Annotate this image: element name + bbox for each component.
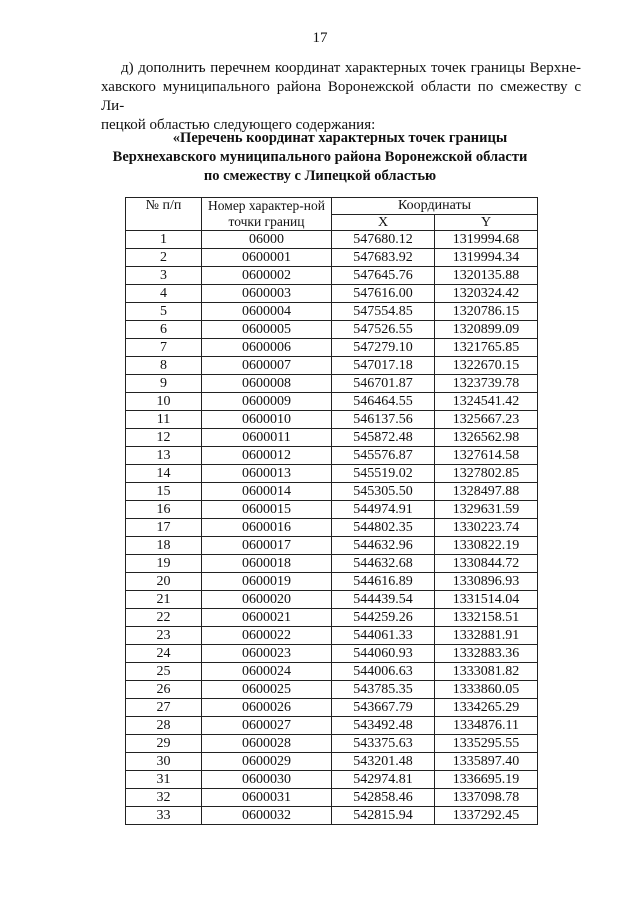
point-number-cell: 0600010: [202, 411, 332, 429]
x-coordinate-cell: 543667.79: [332, 699, 435, 717]
table-row: [126, 249, 538, 267]
table-row: [126, 375, 538, 393]
y-coordinate-cell: 1330822.19: [435, 537, 538, 555]
y-coordinate-cell: 1327802.85: [435, 465, 538, 483]
point-number-cell: 0600013: [202, 465, 332, 483]
row-number-cell: 20: [126, 573, 202, 591]
row-number-cell: 8: [126, 357, 202, 375]
y-coordinate-cell: 1330223.74: [435, 519, 538, 537]
point-number-cell: 0600026: [202, 699, 332, 717]
row-number-cell: 18: [126, 537, 202, 555]
x-coordinate-cell: 543785.35: [332, 681, 435, 699]
point-number-cell: 0600025: [202, 681, 332, 699]
y-coordinate-cell: 1326562.98: [435, 429, 538, 447]
x-coordinate-cell: 546701.87: [332, 375, 435, 393]
table-row: [126, 501, 538, 519]
header-y: Y: [435, 215, 538, 231]
table-row: [126, 609, 538, 627]
y-coordinate-cell: 1324541.42: [435, 393, 538, 411]
x-coordinate-cell: 544802.35: [332, 519, 435, 537]
row-number-cell: 13: [126, 447, 202, 465]
y-coordinate-cell: 1320324.42: [435, 285, 538, 303]
x-coordinate-cell: 544259.26: [332, 609, 435, 627]
table-row: [126, 483, 538, 501]
x-coordinate-cell: 545872.48: [332, 429, 435, 447]
point-number-cell: 0600024: [202, 663, 332, 681]
row-number-cell: 6: [126, 321, 202, 339]
table-row: [126, 591, 538, 609]
row-number-cell: 25: [126, 663, 202, 681]
table-row: [126, 681, 538, 699]
row-number-cell: 4: [126, 285, 202, 303]
row-number-cell: 19: [126, 555, 202, 573]
row-number-cell: 9: [126, 375, 202, 393]
table-row: [126, 231, 538, 249]
row-number-cell: 24: [126, 645, 202, 663]
x-coordinate-cell: 547680.12: [332, 231, 435, 249]
point-number-cell: 0600014: [202, 483, 332, 501]
row-number-cell: 17: [126, 519, 202, 537]
x-coordinate-cell: 547645.76: [332, 267, 435, 285]
row-number-cell: 21: [126, 591, 202, 609]
point-number-cell: 0600005: [202, 321, 332, 339]
header-number: № п/п: [126, 198, 202, 231]
point-number-cell: 0600008: [202, 375, 332, 393]
x-coordinate-cell: 547526.55: [332, 321, 435, 339]
y-coordinate-cell: 1336695.19: [435, 771, 538, 789]
x-coordinate-cell: 544439.54: [332, 591, 435, 609]
table-row: [126, 303, 538, 321]
point-number-cell: 0600007: [202, 357, 332, 375]
y-coordinate-cell: 1335897.40: [435, 753, 538, 771]
x-coordinate-cell: 543201.48: [332, 753, 435, 771]
point-number-cell: 0600028: [202, 735, 332, 753]
y-coordinate-cell: 1331514.04: [435, 591, 538, 609]
table-row: [126, 645, 538, 663]
point-number-cell: 0600023: [202, 645, 332, 663]
x-coordinate-cell: 545576.87: [332, 447, 435, 465]
header-x: X: [332, 215, 435, 231]
y-coordinate-cell: 1320135.88: [435, 267, 538, 285]
point-number-cell: 0600015: [202, 501, 332, 519]
point-number-cell: 0600021: [202, 609, 332, 627]
point-number-cell: 0600001: [202, 249, 332, 267]
point-number-cell: 0600012: [202, 447, 332, 465]
y-coordinate-cell: 1320786.15: [435, 303, 538, 321]
table-row: [126, 789, 538, 807]
table-row: [126, 285, 538, 303]
coordinates-table: [125, 197, 538, 825]
row-number-cell: 33: [126, 807, 202, 825]
x-coordinate-cell: 547279.10: [332, 339, 435, 357]
intro-paragraph: [101, 59, 581, 135]
row-number-cell: 27: [126, 699, 202, 717]
table-row: [126, 771, 538, 789]
point-number-cell: 0600003: [202, 285, 332, 303]
intro-line-1: д) дополнить перечнем координат характерных точек границы Верхне-: [121, 60, 581, 76]
point-number-cell: 0600020: [202, 591, 332, 609]
row-number-cell: 22: [126, 609, 202, 627]
x-coordinate-cell: 547017.18: [332, 357, 435, 375]
y-coordinate-cell: 1332883.36: [435, 645, 538, 663]
x-coordinate-cell: 544006.63: [332, 663, 435, 681]
table-row: [126, 735, 538, 753]
x-coordinate-cell: 542858.46: [332, 789, 435, 807]
table-row: [126, 339, 538, 357]
row-number-cell: 23: [126, 627, 202, 645]
x-coordinate-cell: 545519.02: [332, 465, 435, 483]
table-row: [126, 429, 538, 447]
x-coordinate-cell: 544061.33: [332, 627, 435, 645]
point-number-cell: 0600022: [202, 627, 332, 645]
row-number-cell: 7: [126, 339, 202, 357]
point-number-cell: 0600027: [202, 717, 332, 735]
y-coordinate-cell: 1337098.78: [435, 789, 538, 807]
row-number-cell: 16: [126, 501, 202, 519]
y-coordinate-cell: 1334876.11: [435, 717, 538, 735]
row-number-cell: 15: [126, 483, 202, 501]
y-coordinate-cell: 1327614.58: [435, 447, 538, 465]
table-row: [126, 537, 538, 555]
table-row: [126, 267, 538, 285]
x-coordinate-cell: 547616.00: [332, 285, 435, 303]
point-number-cell: 0600016: [202, 519, 332, 537]
table-row: [126, 753, 538, 771]
x-coordinate-cell: 547683.92: [332, 249, 435, 267]
table-row: [126, 663, 538, 681]
table-heading: [0, 129, 640, 186]
y-coordinate-cell: 1323739.78: [435, 375, 538, 393]
row-number-cell: 12: [126, 429, 202, 447]
x-coordinate-cell: 545305.50: [332, 483, 435, 501]
y-coordinate-cell: 1330844.72: [435, 555, 538, 573]
point-number-cell: 0600004: [202, 303, 332, 321]
row-number-cell: 28: [126, 717, 202, 735]
y-coordinate-cell: 1320899.09: [435, 321, 538, 339]
heading-line-3: по смежеству с Липецкой областью: [203, 168, 437, 184]
intro-line-2: хавского муниципального района Воронежской области по смежеству с Ли-: [101, 79, 581, 114]
point-number-cell: 0600002: [202, 267, 332, 285]
row-number-cell: 1: [126, 231, 202, 249]
point-number-cell: 0600032: [202, 807, 332, 825]
table-body: [126, 231, 538, 825]
row-number-cell: 32: [126, 789, 202, 807]
point-number-cell: 06000: [202, 231, 332, 249]
table-row: [126, 321, 538, 339]
x-coordinate-cell: 542974.81: [332, 771, 435, 789]
y-coordinate-cell: 1321765.85: [435, 339, 538, 357]
x-coordinate-cell: 543375.63: [332, 735, 435, 753]
table-row: [126, 807, 538, 825]
point-number-cell: 0600017: [202, 537, 332, 555]
row-number-cell: 26: [126, 681, 202, 699]
table-row: [126, 555, 538, 573]
point-number-cell: 0600031: [202, 789, 332, 807]
x-coordinate-cell: 547554.85: [332, 303, 435, 321]
table-row: [126, 519, 538, 537]
x-coordinate-cell: 546464.55: [332, 393, 435, 411]
x-coordinate-cell: 544632.68: [332, 555, 435, 573]
table-row: [126, 627, 538, 645]
point-number-cell: 0600011: [202, 429, 332, 447]
row-number-cell: 11: [126, 411, 202, 429]
y-coordinate-cell: 1334265.29: [435, 699, 538, 717]
point-number-cell: 0600029: [202, 753, 332, 771]
x-coordinate-cell: 546137.56: [332, 411, 435, 429]
x-coordinate-cell: 543492.48: [332, 717, 435, 735]
table-row: [126, 699, 538, 717]
row-number-cell: 2: [126, 249, 202, 267]
header-coordinates: Координаты: [332, 198, 538, 215]
y-coordinate-cell: 1329631.59: [435, 501, 538, 519]
point-number-cell: 0600018: [202, 555, 332, 573]
x-coordinate-cell: 544632.96: [332, 537, 435, 555]
point-number-cell: 0600030: [202, 771, 332, 789]
x-coordinate-cell: 544060.93: [332, 645, 435, 663]
header-point-number: Номер характер-ной точки границ: [202, 198, 332, 231]
row-number-cell: 29: [126, 735, 202, 753]
table-row: [126, 393, 538, 411]
x-coordinate-cell: 544974.91: [332, 501, 435, 519]
page-number: 17: [312, 30, 328, 46]
x-coordinate-cell: 544616.89: [332, 573, 435, 591]
row-number-cell: 3: [126, 267, 202, 285]
row-number-cell: 14: [126, 465, 202, 483]
y-coordinate-cell: 1337292.45: [435, 807, 538, 825]
y-coordinate-cell: 1333860.05: [435, 681, 538, 699]
row-number-cell: 31: [126, 771, 202, 789]
point-number-cell: 0600009: [202, 393, 332, 411]
heading-line-1: «Перечень координат характерных точек границы: [172, 130, 508, 146]
point-number-cell: 0600006: [202, 339, 332, 357]
y-coordinate-cell: 1332881.91: [435, 627, 538, 645]
table-row: [126, 357, 538, 375]
y-coordinate-cell: 1330896.93: [435, 573, 538, 591]
point-number-cell: 0600019: [202, 573, 332, 591]
row-number-cell: 5: [126, 303, 202, 321]
heading-line-2: Верхнехавского муниципального района Воронежской области: [112, 149, 528, 165]
table-row: [126, 573, 538, 591]
y-coordinate-cell: 1333081.82: [435, 663, 538, 681]
y-coordinate-cell: 1328497.88: [435, 483, 538, 501]
row-number-cell: 30: [126, 753, 202, 771]
table-row: [126, 411, 538, 429]
intro-line-3: пецкой областью следующего содержания:: [101, 117, 376, 133]
y-coordinate-cell: 1322670.15: [435, 357, 538, 375]
y-coordinate-cell: 1332158.51: [435, 609, 538, 627]
table-row: [126, 465, 538, 483]
y-coordinate-cell: 1319994.34: [435, 249, 538, 267]
table-row: [126, 447, 538, 465]
y-coordinate-cell: 1325667.23: [435, 411, 538, 429]
table-row: [126, 717, 538, 735]
y-coordinate-cell: 1335295.55: [435, 735, 538, 753]
row-number-cell: 10: [126, 393, 202, 411]
x-coordinate-cell: 542815.94: [332, 807, 435, 825]
y-coordinate-cell: 1319994.68: [435, 231, 538, 249]
